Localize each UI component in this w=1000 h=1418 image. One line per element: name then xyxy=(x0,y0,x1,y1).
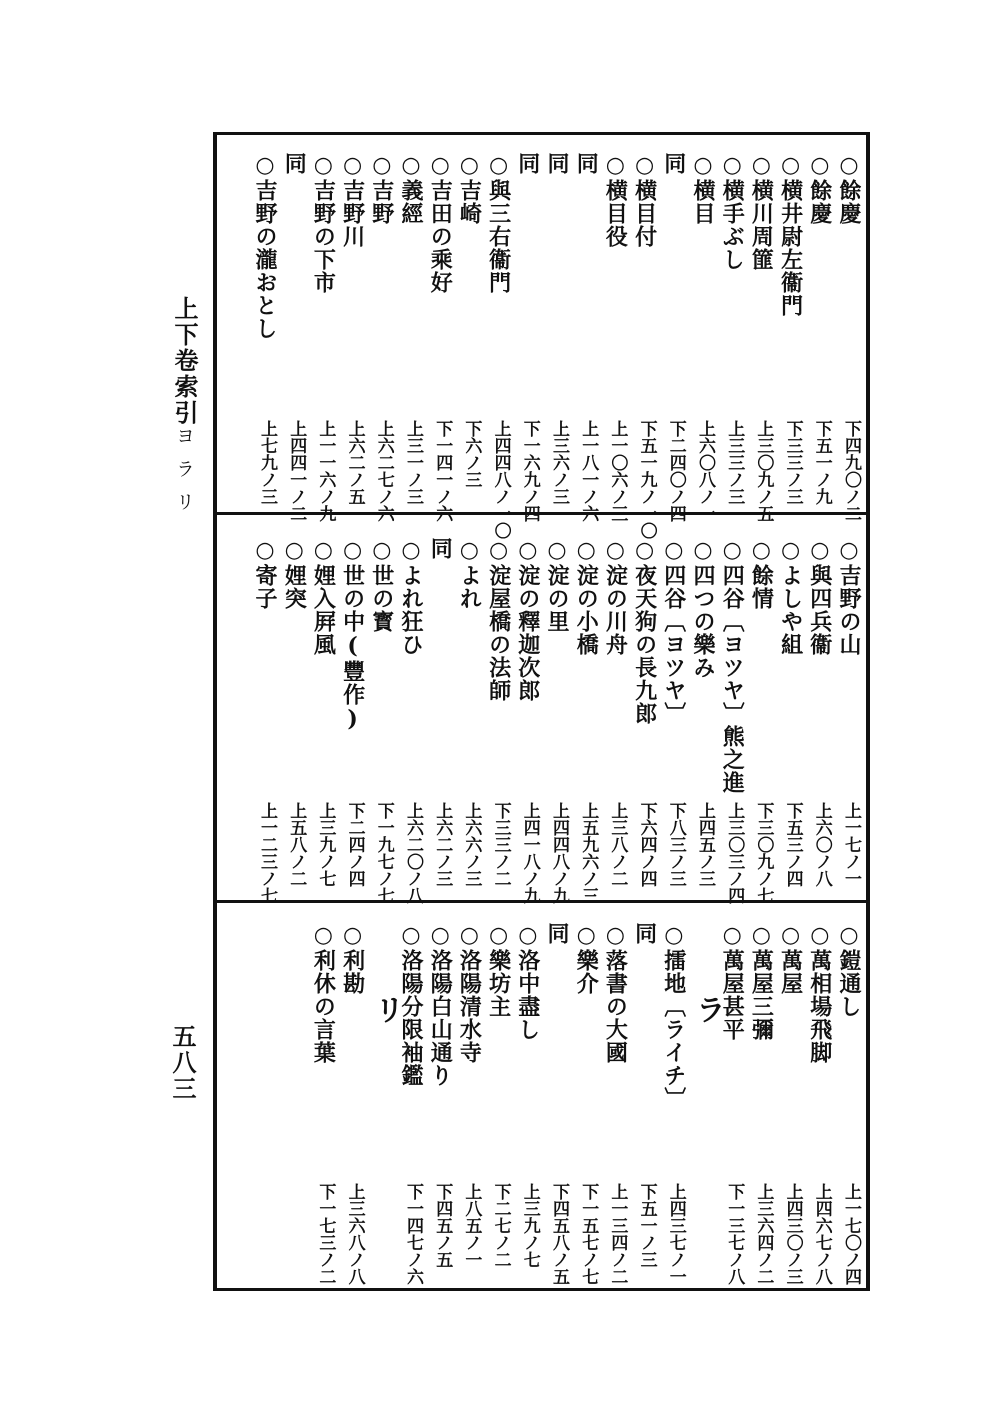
index-entry-title: 同 xyxy=(544,152,570,175)
index-entry-title: ○よれ狂ひ xyxy=(398,537,424,656)
index-entry-title: ○淀の釋迦次郎 xyxy=(514,537,541,702)
index-entry-ref: 下六四ノ四 xyxy=(636,802,657,887)
index-entry-title: ○淀の川舟 xyxy=(602,537,629,656)
index-entry-title: ○落書の大國 xyxy=(602,922,629,1064)
index-entry-ref: 上四三〇ノ三 xyxy=(782,1183,803,1285)
index-entry-ref: 下二七ノ二 xyxy=(490,1183,511,1268)
index-entry-ref: 下六ノ三 xyxy=(461,420,482,488)
index-entry-title: ○横川周篚 xyxy=(748,152,775,271)
index-entry-ref: 下一五七ノ七 xyxy=(578,1183,599,1285)
index-entry-title: ○横手ぶし xyxy=(719,152,746,271)
index-entry-title: ○與四兵衞 xyxy=(806,537,833,656)
index-entry-ref: 上一八一ノ六 xyxy=(578,420,599,522)
index-entry-ref: 上一二三ノ七 xyxy=(257,802,277,904)
index-entry-title: ○洛陽白山通り xyxy=(427,922,454,1087)
index-entry-title: ○吉野の山 xyxy=(836,537,862,656)
index-entry-ref: 上一七〇ノ四 xyxy=(841,1183,861,1285)
index-entry-ref: 下三〇九ノ七 xyxy=(753,802,774,904)
index-entry-title: ○よしや組 xyxy=(777,537,804,656)
index-entry-title: ○四谷〔ヨツヤ〕 xyxy=(660,537,687,725)
index-entry-ref: 上三〇三ノ四 xyxy=(724,802,745,904)
index-entry-ref: 上三六ノ三 xyxy=(549,420,569,505)
index-entry-title: ○横目付 xyxy=(631,152,658,248)
index-entry-title: ○洛陽分限袖鑑 xyxy=(398,922,424,1087)
index-entry-ref: 下五一ノ九 xyxy=(811,420,832,505)
section-heading: ラ xyxy=(690,994,725,1025)
index-entry-title: ○淀の里 xyxy=(544,537,570,633)
index-entry-ref: 上五八ノ二 xyxy=(286,802,307,887)
index-entry-ref: 上四六七ノ八 xyxy=(811,1183,832,1285)
index-entry-title: ○樂坊主 xyxy=(485,922,512,1018)
index-entry-ref: 上四三七ノ一 xyxy=(665,1183,686,1285)
index-entry-title: ○萬相場飛脚 xyxy=(806,922,833,1064)
index-entry-ref: 下三三ノ二 xyxy=(490,802,511,887)
index-entry-ref: 上三九ノ七 xyxy=(315,802,336,887)
index-entry-title: ○吉野の瀧おとし xyxy=(252,152,278,340)
index-entry-title: ○利休の言葉 xyxy=(310,922,337,1064)
index-entry-ref: 下二四〇ノ四 xyxy=(665,420,686,522)
index-entry-ref: 下一四七ノ六 xyxy=(403,1183,423,1285)
index-entry-title: ○萬屋 xyxy=(777,922,804,995)
index-entry-title: ○樂介 xyxy=(573,922,600,995)
index-entry-ref: 上一七ノ一 xyxy=(841,802,861,887)
index-entry-title: ○餘慶 xyxy=(836,152,862,225)
index-entry-title: ○世の中(豐作) xyxy=(339,537,366,733)
index-entry-title: ○義經 xyxy=(398,152,424,225)
index-entry-ref: 下五一ノ三 xyxy=(636,1183,657,1268)
index-entry-title: ○利勘 xyxy=(339,922,366,995)
index-entry-title: ○横井尉左衞門 xyxy=(777,152,804,317)
index-entry-ref: 上四五ノ三 xyxy=(695,802,715,887)
index-entry-ref: 上七九ノ三 xyxy=(257,420,277,505)
index-entry-ref: 上三三ノ三 xyxy=(724,420,745,505)
index-entry-ref: 下一四一ノ六 xyxy=(432,420,453,522)
index-entry-ref: 上三六四ノ二 xyxy=(753,1183,774,1285)
index-entry-ref: 上三九ノ七 xyxy=(519,1183,540,1268)
index-entry-ref: 下一三七ノ八 xyxy=(724,1183,745,1285)
index-entry-ref: 下一六九ノ四 xyxy=(519,420,540,522)
index-entry-title: ○夜天狗の長九郎 xyxy=(631,537,658,725)
index-frame xyxy=(213,132,870,1291)
index-entry-title: 同 xyxy=(573,152,600,175)
index-entry-ref: 上六二ノ三 xyxy=(432,802,453,887)
index-entry-title: ○擂地〔ライチ〕 xyxy=(660,922,687,1110)
index-entry-title: ○寄子 xyxy=(252,537,278,610)
index-entry-ref: 上四四一ノ二 xyxy=(286,420,307,522)
index-entry-title: ○四つの樂み xyxy=(690,537,716,679)
index-entry-title: 同 xyxy=(427,537,454,560)
index-entry-ref: 下二四ノ四 xyxy=(344,802,365,887)
index-entry-ref: 上四一八ノ九 xyxy=(519,802,540,904)
index-entry-ref: 上三八ノ二 xyxy=(607,802,628,887)
index-entry-ref: 上三〇九ノ五 xyxy=(753,420,774,522)
index-entry-title: ○吉崎 xyxy=(456,152,483,225)
index-entry-ref: 下五一九ノ一〇 xyxy=(636,420,657,539)
index-entry-ref: 下四五八ノ五 xyxy=(549,1183,569,1285)
page-number: 五八三 xyxy=(168,1024,197,1102)
index-entry-ref: 下四五ノ五 xyxy=(432,1183,453,1268)
index-entry-title: ○淀屋橋の法師 xyxy=(485,537,512,702)
index-entry-ref: 上五九六ノ三 xyxy=(578,802,599,904)
index-entry-ref: 下三三ノ三 xyxy=(782,420,803,505)
index-entry-title: ○世の寳 xyxy=(368,537,395,633)
index-entry-title: ○四谷〔ヨツヤ〕熊之進 xyxy=(719,537,746,794)
index-entry-title: ○餘慶 xyxy=(806,152,833,225)
running-title: 上下卷索引 xyxy=(170,296,199,426)
index-entry-title: ○吉田の乘好 xyxy=(427,152,454,294)
index-entry-ref: 下一七三ノ二 xyxy=(315,1183,336,1285)
index-entry-ref: 上四四八ノ九 xyxy=(549,802,569,904)
index-entry-ref: 上一〇六ノ三 xyxy=(607,420,628,522)
index-entry-ref: 上六六ノ三 xyxy=(461,802,482,887)
index-entry-ref: 上六〇ノ八 xyxy=(811,802,832,887)
index-entry-ref: 上八五ノ一 xyxy=(461,1183,482,1268)
index-entry-ref: 上六二〇ノ八 xyxy=(403,802,423,904)
section-heading: リ xyxy=(368,994,404,1025)
index-entry-ref: 上一一六ノ九 xyxy=(315,420,336,522)
index-entry-ref: 上四四八ノ一〇 xyxy=(490,420,511,539)
index-entry-ref: 上三六八ノ八 xyxy=(344,1183,365,1285)
index-entry-ref: 上三一ノ三 xyxy=(403,420,423,505)
index-entry-title: ○萬屋甚平 xyxy=(719,922,746,1041)
index-entry-title: 同 xyxy=(514,152,541,175)
index-entry-title: ○横目 xyxy=(690,152,716,225)
index-entry-title: 同 xyxy=(660,152,687,175)
index-entry-title: ○娌突 xyxy=(281,537,308,610)
index-entry-title: 同 xyxy=(544,922,570,945)
index-entry-title: ○與三右衞門 xyxy=(485,152,512,294)
section-chars: ヨラリ xyxy=(173,426,195,525)
index-entry-ref: 上六二七ノ六 xyxy=(373,420,394,522)
index-entry-title: ○鎧通し xyxy=(836,922,862,1018)
index-entry-ref: 下五三ノ四 xyxy=(782,802,803,887)
index-entry-title: ○よれ xyxy=(456,537,483,610)
index-entry-title: ○吉野 xyxy=(368,152,395,225)
index-entry-title: 同 xyxy=(281,152,308,175)
index-entry-ref: 上一三四ノ二 xyxy=(607,1183,628,1285)
index-entry-ref: 上六〇八ノ一 xyxy=(695,420,715,522)
index-entry-title: ○洛陽清水寺 xyxy=(456,922,483,1064)
index-entry-title: ○淀の小橋 xyxy=(573,537,600,656)
index-entry-title: ○萬屋三彌 xyxy=(748,922,775,1041)
index-entry-ref: 下一九七ノ七 xyxy=(373,802,394,904)
index-entry-title: ○吉野の下市 xyxy=(310,152,337,294)
index-entry-title: ○横目役 xyxy=(602,152,629,248)
index-entry-title: ○餘情 xyxy=(748,537,775,610)
index-entry-ref: 下八三ノ三 xyxy=(665,802,686,887)
index-entry-title: ○娌入屛風 xyxy=(310,537,337,656)
index-entry-title: ○洛中盡し xyxy=(514,922,541,1041)
index-entry-title: 同 xyxy=(631,922,658,945)
index-entry-ref: 上六二ノ五 xyxy=(344,420,365,505)
index-entry-title: ○吉野川 xyxy=(339,152,366,248)
index-entry-ref: 下四九〇ノ二 xyxy=(841,420,861,522)
